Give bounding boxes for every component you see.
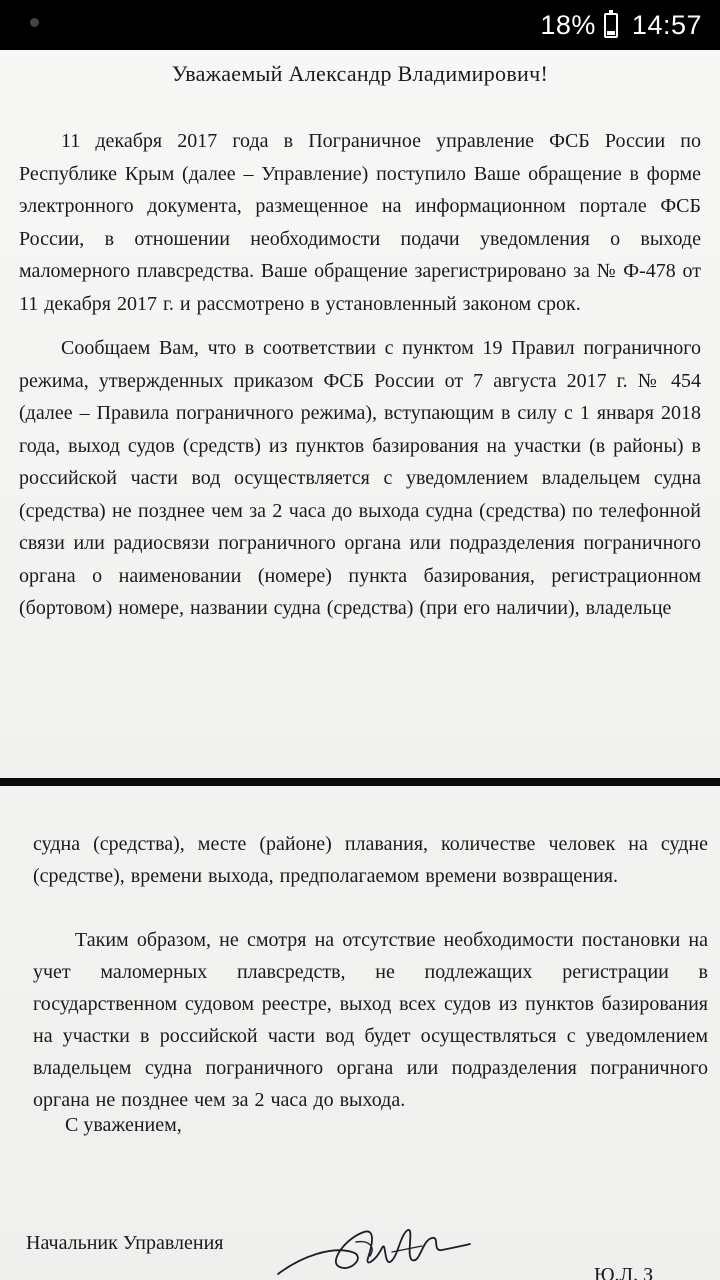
document-page-2: [0, 786, 720, 1280]
battery-icon: [604, 13, 618, 38]
paragraph-continuation: судна (средства), месте (районе) плавания, количестве человек на судне (средстве), времени выхода, предполагаемом времени возвращения.: [33, 833, 708, 887]
signatory-title: Начальник Управления: [26, 1232, 224, 1254]
notification-dot-icon: [30, 18, 39, 27]
letter-greeting: Уважаемый Александр Владимирович!: [171, 61, 549, 86]
letter-closing: С уважением,: [65, 1114, 182, 1136]
paragraph-border-rules: Сообщаем Вам, что в соответствии с пунктом 19 Правил пограничного режима, утвержденных приказом ФСБ России от 7 августа 2017 г. № 454 (далее – Правила пограничного режима), вступающим в силу с 1 января 2018 года, выход судов (средств) из пунктов базирования на участки (в районы) в российской части вод осуществляется с уведомлением владельцем судна (средства) не позднее чем за 2 часа до выхода судна (средства) по телефонной связи или радиосвязи пограничного органа или подразделения пограничного органа о наименовании (номере) пункта базирования, регистрационном (бортовом) номере, названии судна (средства) (при его наличии), владельце: [19, 337, 701, 619]
handwritten-signature: [272, 1216, 472, 1280]
page-divider: [0, 778, 720, 786]
document-page-1: [0, 50, 720, 778]
paragraph-appeal-received: 11 декабря 2017 года в Пограничное управление ФСБ России по Республике Крым (далее – Управление) поступило Ваше обращение в форме электронного документа, размещенное на информационном портале ФСБ России, в отношении необходимости подачи уведомления о выходе маломерного плавсредства. Ваше обращение зарегистрировано за № Ф-478 от 11 декабря 2017 г. и рассмотрено в установленный законом срок.: [19, 130, 701, 315]
signatory-name: Ю.Л. З: [594, 1264, 654, 1280]
battery-percent: 18%: [540, 9, 596, 40]
status-bar: [0, 0, 720, 50]
paragraph-conclusion: Таким образом, не смотря на отсутствие необходимости постановки на учет маломерных плавсредств, не подлежащих регистрации в государственном судовом реестре, выход всех судов из пунктов базирования на участки в российской части вод будет осуществляться с уведомлением владельцем судна пограничного органа или подразделения пограничного органа не позднее чем за 2 часа до выхода.: [33, 929, 708, 1111]
status-indicators: [540, 6, 702, 44]
clock: 14:57: [631, 9, 702, 40]
